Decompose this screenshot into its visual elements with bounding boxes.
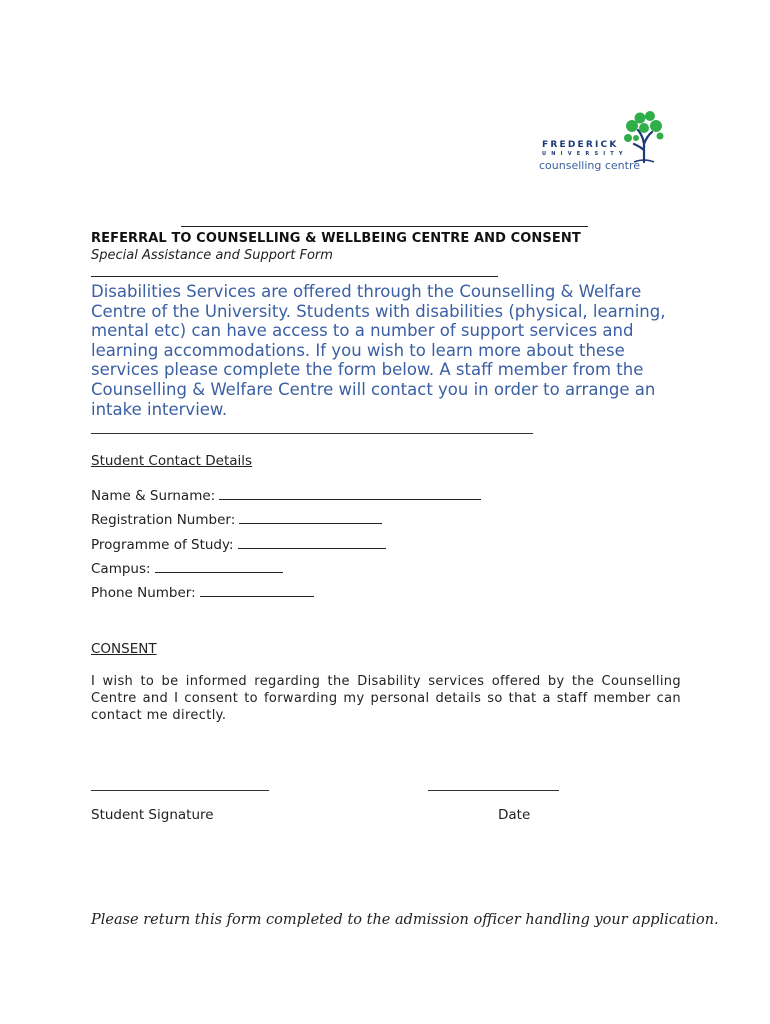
phone-number-field[interactable]: [91, 584, 314, 601]
return-instructions: Please return this form completed to the admission officer handling your application.: [91, 912, 719, 928]
campus-label: Campus:: [91, 561, 151, 577]
date-label: Date: [498, 807, 531, 823]
student-signature-line[interactable]: [91, 790, 269, 791]
programme-of-study-field[interactable]: [91, 536, 386, 553]
registration-number-field[interactable]: [91, 511, 382, 528]
tree-icon: [622, 108, 666, 164]
name-surname-label: Name & Surname:: [91, 488, 216, 504]
programme-of-study-label: Programme of Study:: [91, 537, 234, 553]
consent-heading: CONSENT: [91, 641, 157, 657]
page-subtitle: Special Assistance and Support Form: [91, 248, 333, 263]
date-line[interactable]: [428, 790, 559, 791]
student-signature-label: Student Signature: [91, 807, 214, 823]
logo-word-university: UNIVERSITY: [542, 151, 628, 157]
campus-line[interactable]: [155, 560, 283, 573]
phone-number-label: Phone Number:: [91, 585, 196, 601]
header-top-rule: [181, 226, 588, 227]
name-surname-field[interactable]: [91, 487, 481, 504]
page-title: REFERRAL TO COUNSELLING & WELLBEING CENTRE AND CONSENT: [91, 231, 581, 246]
contact-details-heading: Student Contact Details: [91, 453, 253, 469]
logo-word-counselling-centre: counselling centre: [539, 159, 640, 172]
consent-paragraph: I wish to be informed regarding the Disability services offered by the Counselling Centre and I consent to forwarding my personal details so that a staff member can contact me directly.: [91, 674, 681, 724]
registration-number-line[interactable]: [239, 511, 382, 524]
counselling-centre-logo: [536, 108, 676, 178]
intro-divider: [91, 433, 533, 434]
phone-number-line[interactable]: [200, 584, 314, 597]
name-surname-line[interactable]: [219, 487, 481, 500]
logo-word-frederick: FREDERICK: [542, 140, 619, 150]
header-bottom-rule: [91, 276, 498, 277]
campus-field[interactable]: [91, 560, 283, 577]
intro-paragraph: Disabilities Services are offered through the Counselling & Welfare Centre of the University. Students with disabilities (physical, learning, mental etc) can have access to a number of support services and learning accommodations. If you wish to learn more about these services please complete the form below. A staff member from the Counselling & Welfare Centre will contact you in order to arrange an intake interview.: [91, 282, 666, 419]
registration-number-label: Registration Number:: [91, 512, 236, 528]
programme-of-study-line[interactable]: [238, 536, 386, 549]
